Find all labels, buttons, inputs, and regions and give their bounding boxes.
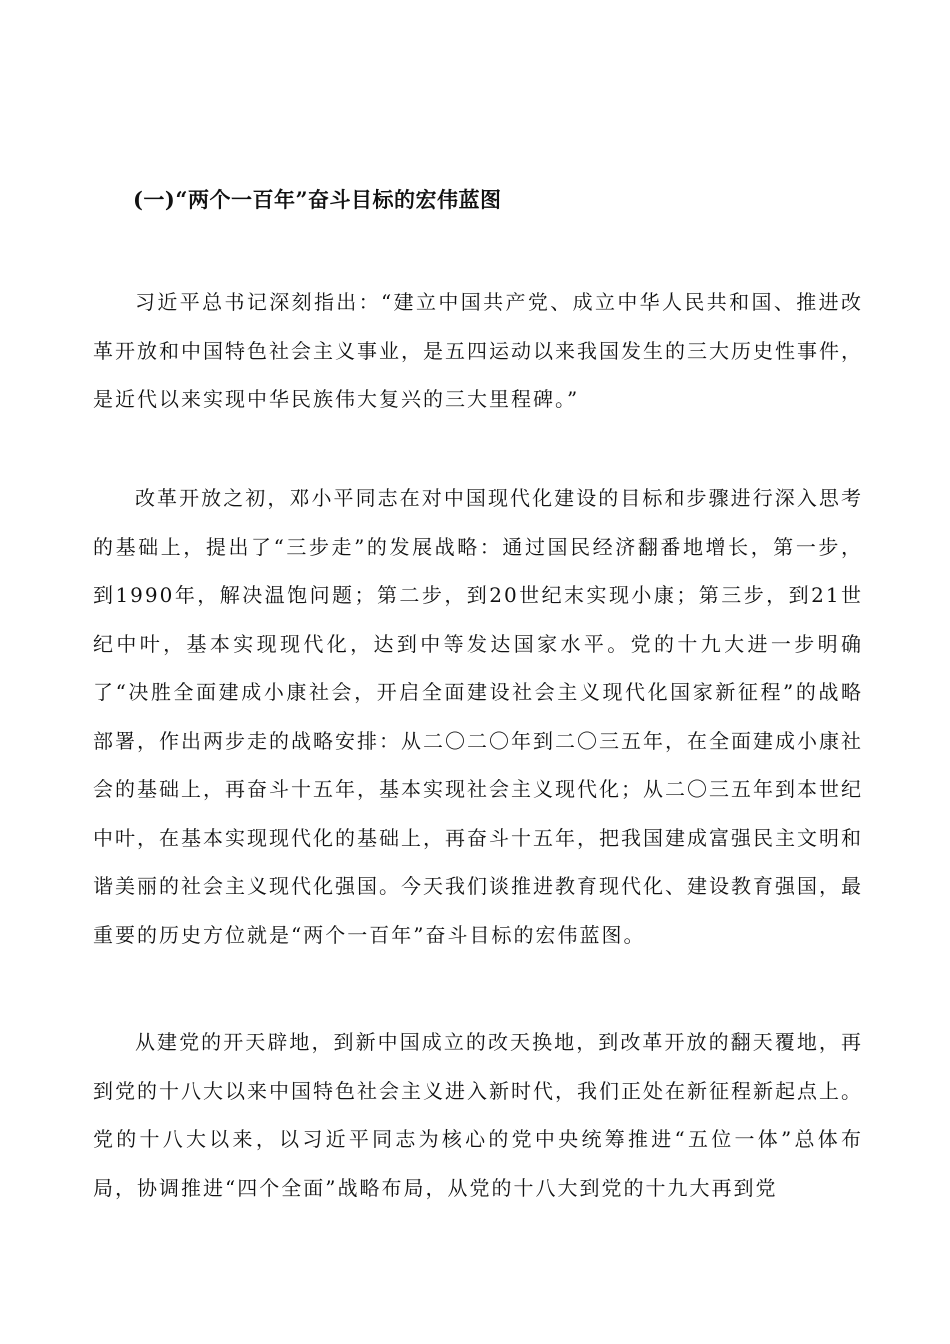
section-heading: (一)“两个一百年”奋斗目标的宏伟蓝图	[133, 187, 502, 212]
paragraph-1: 习近平总书记深刻指出：“建立中国共产党、成立中华人民共和国、推进改革开放和中国特色社会主义事业，是五四运动以来我国发生的三大历史性事件，是近代以来实现中华民族伟大复兴的三大里程碑。”	[93, 290, 863, 411]
paragraph-2: 改革开放之初，邓小平同志在对中国现代化建设的目标和步骤进行深入思考的基础上，提出了“三步走”的发展战略：通过国民经济翻番地增长，第一步，到1990年，解决温饱问题；第二步，到20世纪末实现小康；第三步，到21世纪中叶，基本实现现代化，达到中等发达国家水平。党的十九大进一步明确了“决胜全面建成小康社会，开启全面建设社会主义现代化国家新征程”的战略部署，作出两步走的战略安排：从二〇二〇年到二〇三五年，在全面建成小康社会的基础上，再奋斗十五年，基本实现社会主义现代化；从二〇三五年到本世纪中叶，在基本实现现代化的基础上，再奋斗十五年，把我国建成富强民主文明和谐美丽的社会主义现代化强国。今天我们谈推进教育现代化、建设教育强国，最重要的历史方位就是“两个一百年”奋斗目标的宏伟蓝图。	[93, 486, 863, 947]
paragraph-3: 从建党的开天辟地，到新中国成立的改天换地，到改革开放的翻天覆地，再到党的十八大以来中国特色社会主义进入新时代，我们正处在新征程新起点上。党的十八大以来，以习近平同志为核心的党中央统筹推进“五位一体”总体布局，协调推进“四个全面”战略布局，从党的十八大到党的十九大再到党	[93, 1030, 863, 1200]
